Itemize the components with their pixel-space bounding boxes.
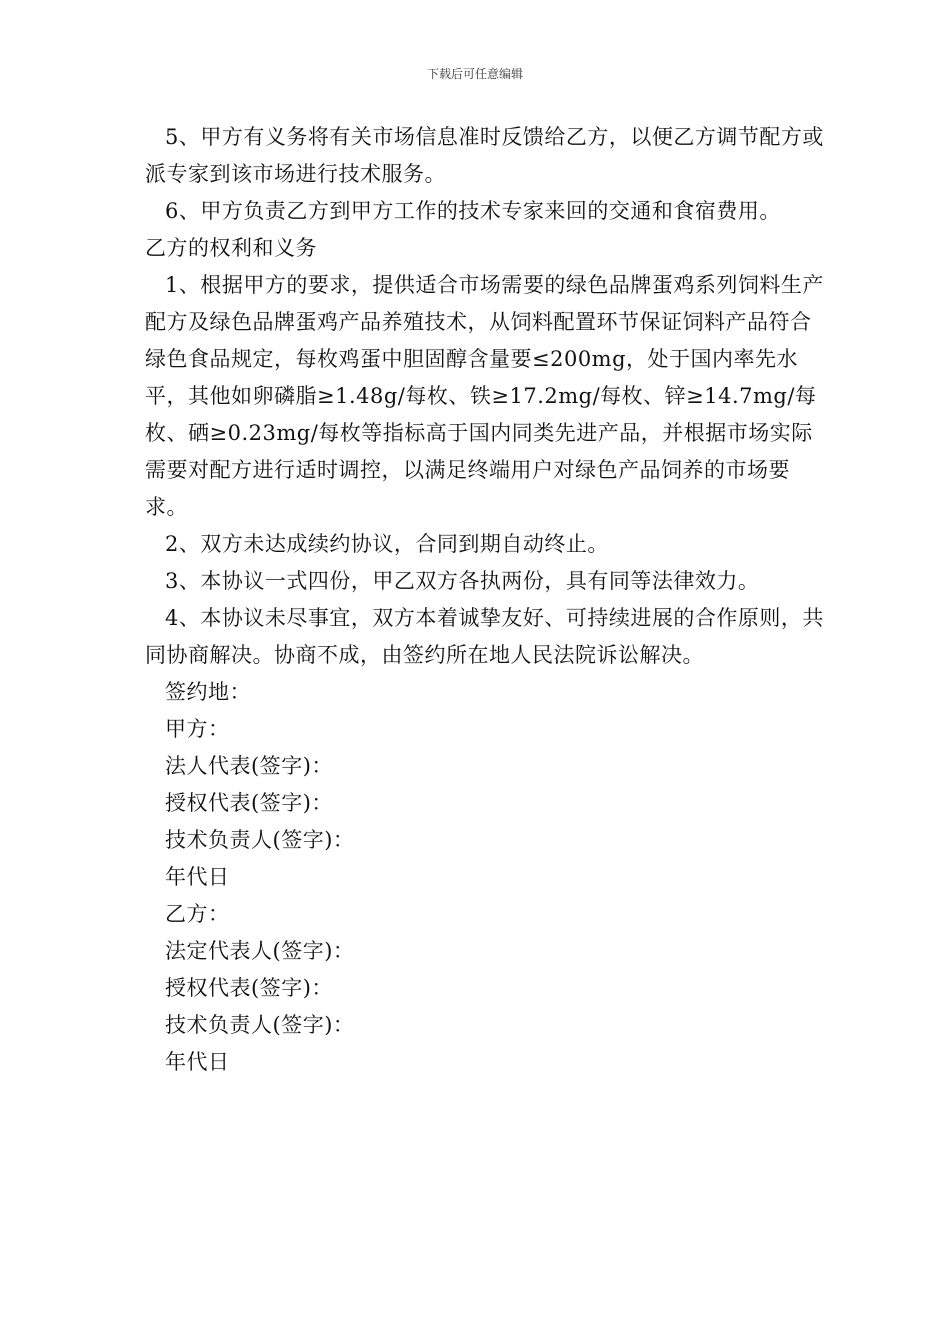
party-b-label: 乙方： <box>165 902 230 926</box>
party-a-date: 年代日 <box>165 865 230 889</box>
party-b-legal-rep: 法定代表人(签字)： <box>165 939 355 963</box>
party-a-label: 甲方： <box>165 717 230 741</box>
party-b-date: 年代日 <box>165 1050 230 1074</box>
party-a-legal-rep: 法人代表(签字)： <box>165 754 333 778</box>
clause-a-5: 5、甲方有义务将有关市场信息准时反馈给乙方，以便乙方调节配方或派专家到该市场进行技术服务。 <box>145 125 824 186</box>
party-b-authorized-rep: 授权代表(签字)： <box>165 976 333 1000</box>
party-b-tech-lead: 技术负责人(签字)： <box>165 1013 355 1037</box>
signing-place: 签约地： <box>165 680 251 704</box>
clause-4: 4、本协议未尽事宜，双方本着诚挚友好、可持续进展的合作原则，共同协商解决。协商不成，由签约所在地人民法院诉讼解决。 <box>145 606 824 667</box>
clause-3: 3、本协议一式四份，甲乙双方各执两份，具有同等法律效力。 <box>165 569 760 593</box>
section-title-party-b: 乙方的权利和义务 <box>145 236 317 260</box>
document-body <box>145 119 825 1081</box>
clause-b-1: 1、根据甲方的要求，提供适合市场需要的绿色品牌蛋鸡系列饲料生产配方及绿色品牌蛋鸡产品养殖技术，从饲料配置环节保证饲料产品符合绿色食品规定，每枚鸡蛋中胆固醇含量要≤200mg，处于国内率先水平，其他如卵磷脂≥1.48g/每枚、铁≥17.2mg/每枚、锌≥14.7mg/每枚、硒≥0.23mg/每枚等指标高于国内同类先进产品，并根据市场实际需要对配方进行适时调控，以满足终端用户对绿色产品饲养的市场要求。 <box>145 273 824 519</box>
party-a-authorized-rep: 授权代表(签字)： <box>165 791 333 815</box>
party-a-tech-lead: 技术负责人(签字)： <box>165 828 355 852</box>
page-header: 下载后可任意编辑 <box>426 67 523 81</box>
clause-a-6: 6、甲方负责乙方到甲方工作的技术专家来回的交通和食宿费用。 <box>165 199 781 223</box>
clause-2: 2、双方未达成续约协议，合同到期自动终止。 <box>165 532 609 556</box>
